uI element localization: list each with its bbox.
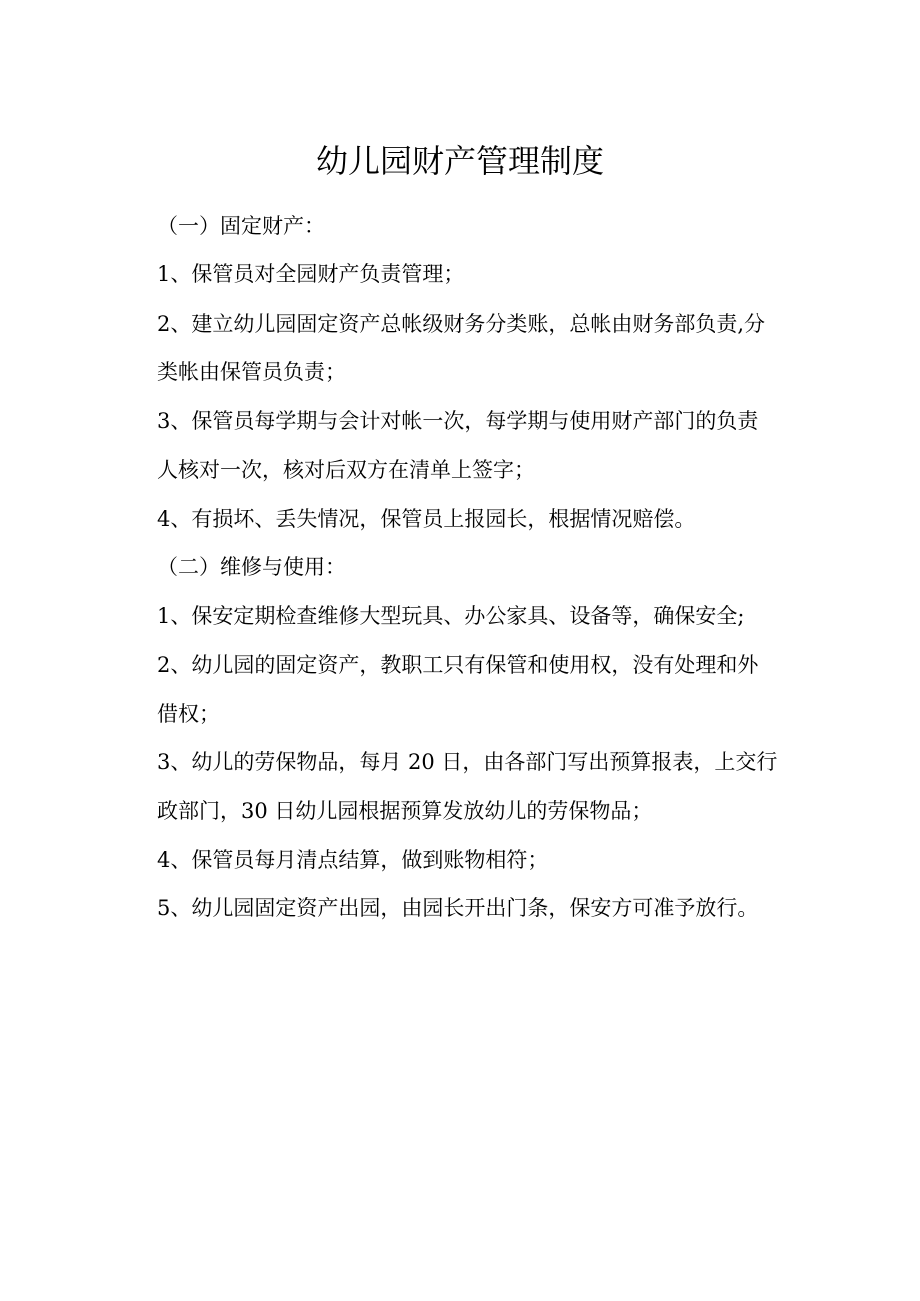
section-heading-maintenance: （二）维修与使用： <box>157 555 346 579</box>
section-heading-fixed-assets: （一）固定财产： <box>157 214 325 238</box>
paragraph-line: 借权； <box>157 702 220 726</box>
paragraph-line: 3、幼儿的劳保物品，每月 20 日，由各部门写出预算报表，上交行 <box>157 750 778 774</box>
paragraph-line: 人核对一次，核对后双方在清单上签字； <box>157 458 535 482</box>
paragraph-line: 1、保安定期检查维修大型玩具、办公家具、设备等，确保安全; <box>157 604 745 628</box>
paragraph-line: 2、幼儿园的固定资产，教职工只有保管和使用权，没有处理和外 <box>157 653 759 677</box>
paragraph-line: 政部门，30 日幼儿园根据预算发放幼儿的劳保物品； <box>157 799 653 823</box>
document-title: 幼儿园财产管理制度 <box>315 142 604 180</box>
paragraph-line: 2、建立幼儿园固定资产总帐级财务分类账，总帐由财务部负责,分 <box>157 312 766 336</box>
paragraph-line: 类帐由保管员负责； <box>157 360 346 384</box>
paragraph-line: 4、保管员每月清点结算，做到账物相符； <box>157 848 549 872</box>
paragraph-line: 4、有损坏、丢失情况，保管员上报园长，根据情况赔偿。 <box>157 507 696 531</box>
paragraph-line: 5、幼儿园固定资产出园，由园长开出门条，保安方可准予放行。 <box>157 896 759 920</box>
paragraph-line: 1、保管员对全园财产负责管理； <box>157 262 465 286</box>
paragraph-line: 3、保管员每学期与会计对帐一次，每学期与使用财产部门的负责 <box>157 409 759 433</box>
